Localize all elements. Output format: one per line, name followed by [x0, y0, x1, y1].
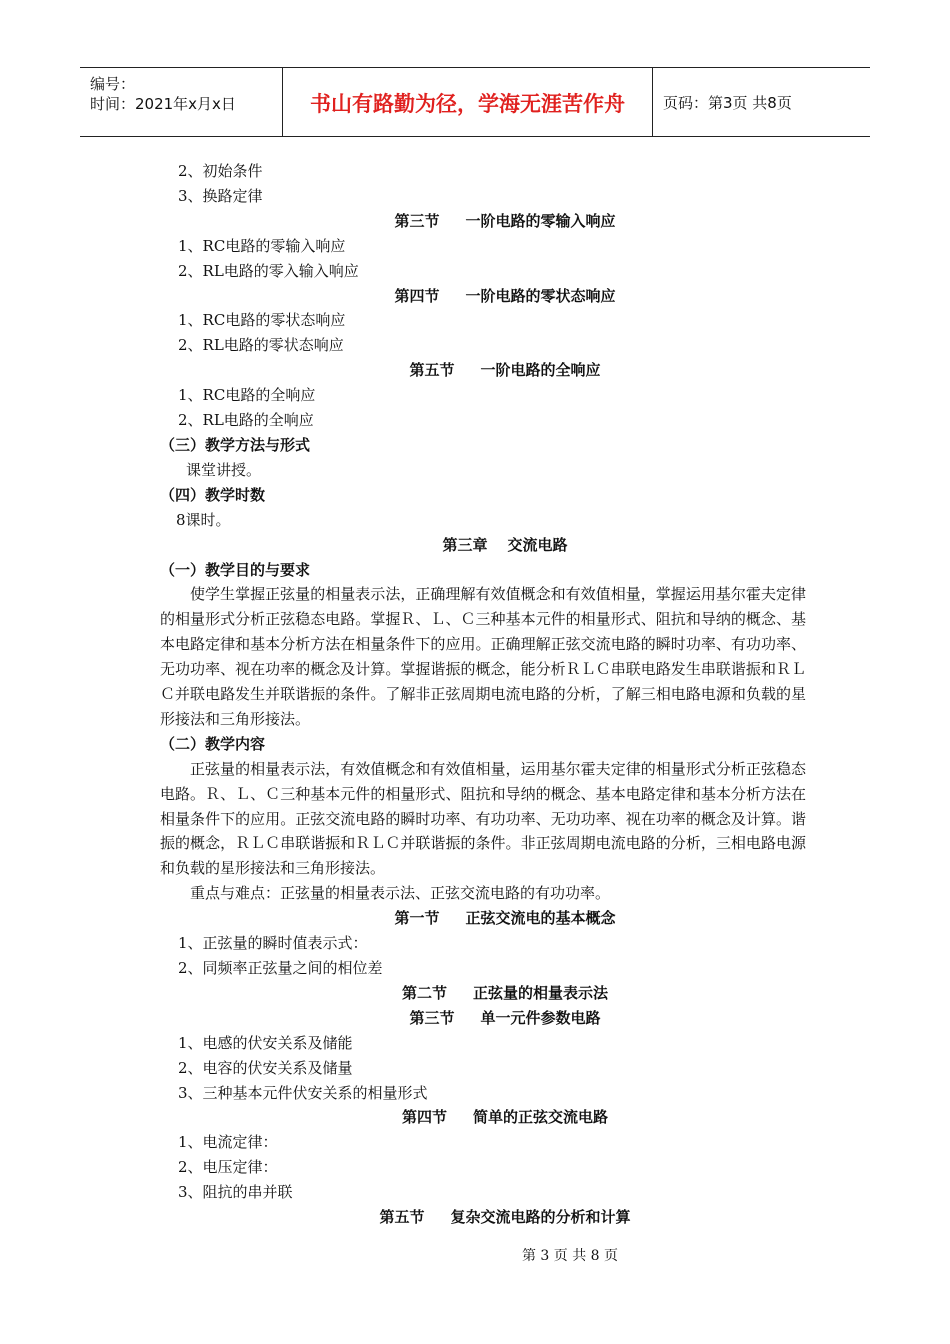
- list-item: 2、初始条件: [178, 162, 263, 180]
- goal-paragraph: 使学生掌握正弦量的相量表示法，正确理解有效值概念和有效值相量，掌握运用基尔霍夫定律的相量形式分析正弦稳态电路。掌握Ｒ、Ｌ、Ｃ三种基本元件的相量形式、阻抗和导纳的概念、基本电路定律和基本分析方法在相量条件下的应用。正确理解正弦交流电路的瞬时功率、有功功率、无功功率、视在功率的概念及计算。掌握谐振的概念，能分析ＲＬＣ串联电路发生串联谐振和ＲＬＣ并联电路发生并联谐振的条件。了解非正弦周期电流电路的分析，了解三相电路电源和负载的星形接法和三角形接法。: [160, 585, 806, 728]
- subheading-method: （三）教学方法与形式: [160, 435, 311, 454]
- subheading-hours: （四）教学时数: [160, 485, 266, 504]
- header-meta: [80, 68, 283, 136]
- list-item: 2、RL电路的全响应: [178, 411, 314, 430]
- number-label: 编号：: [90, 75, 136, 93]
- section-heading: 第一节 正弦交流电的基本概念: [394, 909, 616, 928]
- page-header: [80, 67, 870, 137]
- keypoints-text: 重点与难点：正弦量的相量表示法、正弦交流电路的有功功率。: [190, 884, 611, 903]
- list-item: 1、电流定律：: [178, 1133, 278, 1152]
- list-item: 2、RL电路的零状态响应: [178, 336, 344, 355]
- section-heading: 第五节 复杂交流电路的分析和计算: [379, 1208, 631, 1227]
- document-body: [160, 159, 850, 1230]
- list-item: 3、三种基本元件伏安关系的相量形式: [178, 1083, 428, 1102]
- list-item: 3、换路定律: [178, 186, 263, 205]
- method-text: 课堂讲授。: [186, 460, 262, 479]
- page-footer: 第 3 页 共 8 页: [521, 1248, 619, 1264]
- list-item: 1、正弦量的瞬时值表示式：: [178, 934, 368, 953]
- content-paragraph: 正弦量的相量表示法，有效值概念和有效值相量，运用基尔霍夫定律的相量形式分析正弦稳态电路。Ｒ、Ｌ、Ｃ三种基本元件的相量形式、阻抗和导纳的概念、基本电路定律和基本分析方法在相量条件下的应用。正弦交流电路的瞬时功率、有功功率、无功功率、视在功率的概念及计算。谐振的概念，ＲＬＣ串联谐振和ＲＬＣ并联谐振的条件。非正弦周期电流电路的分析，三相电路电源和负载的星形接法和三角形接法。: [160, 759, 806, 878]
- section-heading: 第四节 一阶电路的零状态响应: [394, 286, 616, 305]
- chapter-heading: 第三章 交流电路: [442, 535, 568, 554]
- section-heading: 第二节 正弦量的相量表示法: [401, 983, 609, 1002]
- header-page-info: 页码：第3页 共8页: [663, 93, 792, 112]
- list-item: 1、RC电路的全响应: [178, 386, 316, 405]
- list-item: 2、电压定律：: [178, 1158, 278, 1177]
- list-item: 2、电容的伏安关系及储量: [178, 1058, 353, 1077]
- section-heading: 第四节 简单的正弦交流电路: [401, 1108, 609, 1127]
- list-item: 1、RC电路的零输入响应: [178, 236, 346, 255]
- list-item: 2、同频率正弦量之间的相位差: [178, 959, 383, 977]
- section-heading: 第五节 一阶电路的全响应: [409, 361, 601, 380]
- list-item: 3、阻抗的串并联: [178, 1183, 293, 1202]
- subheading-content: （二）教学内容: [160, 734, 266, 753]
- section-heading: 第三节 一阶电路的零输入响应: [394, 211, 616, 230]
- list-item: 1、电感的伏安关系及储能: [178, 1033, 353, 1052]
- header-motto: 书山有路勤为径，学海无涯苦作舟: [283, 68, 653, 136]
- date-label: 时间：2021年x月x日: [90, 95, 236, 113]
- list-item: 1、RC电路的零状态响应: [178, 311, 346, 330]
- list-item: 2、RL电路的零入输入响应: [178, 261, 359, 280]
- hours-text: 8课时。: [176, 510, 231, 529]
- subheading-goal: （一）教学目的与要求: [160, 560, 311, 579]
- section-heading: 第三节 单一元件参数电路: [409, 1008, 601, 1027]
